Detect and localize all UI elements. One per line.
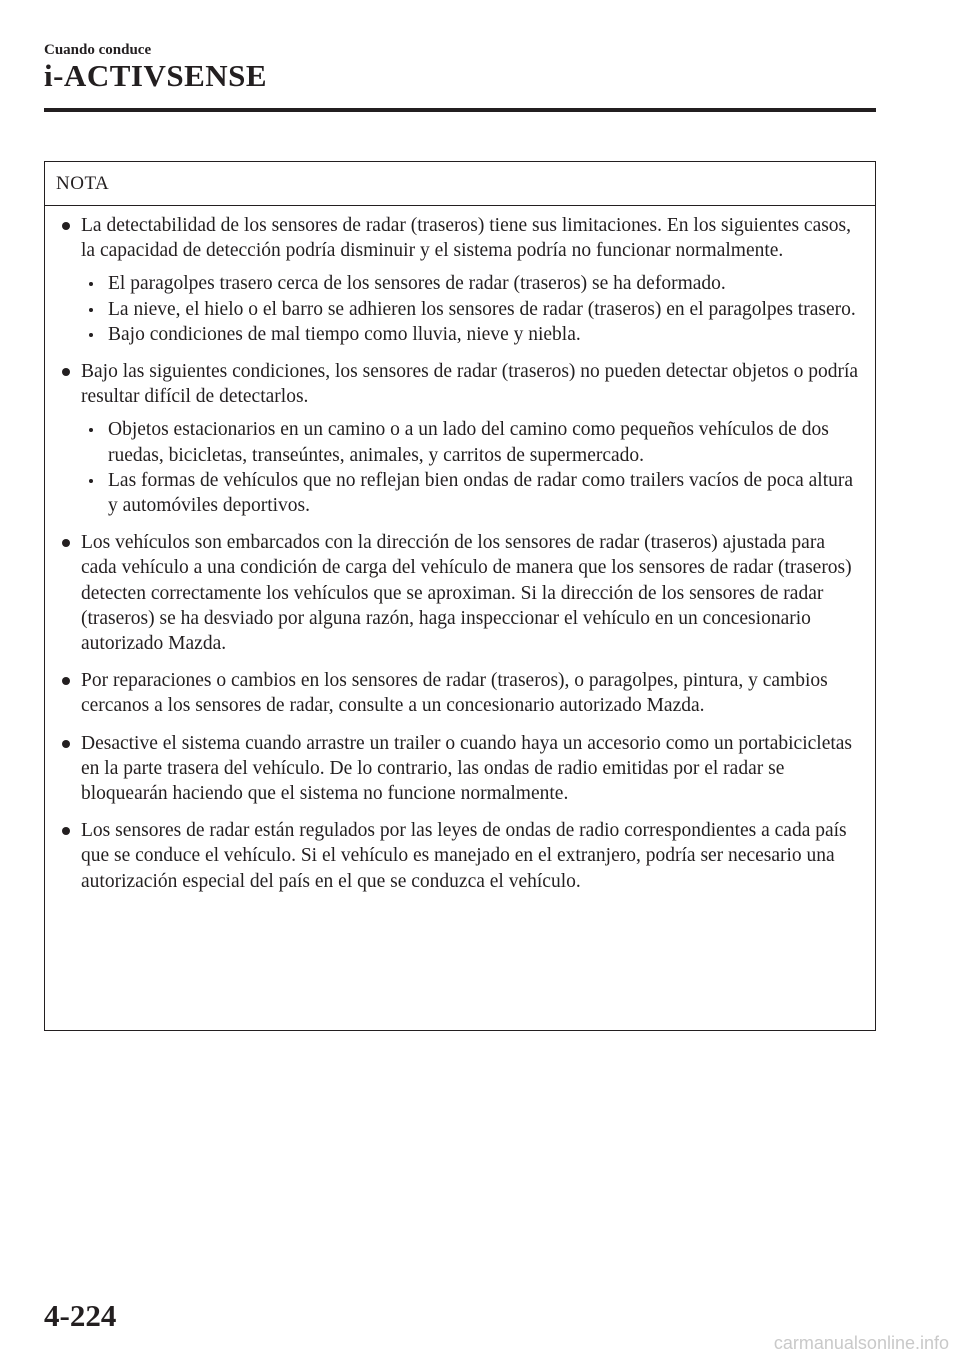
watermark: carmanualsonline.info [773,1333,949,1353]
sub-bullet-icon [89,428,93,432]
bullet-dot-icon [62,827,70,835]
note-bullet [56,731,861,807]
sub-item-text: La nieve, el hielo o el barro se adhieren los sensores de radar (traseros) en el paragolpes trasero. [108,298,856,320]
bullet-text: Los sensores de radar están regulados por las leyes de ondas de radio correspondientes a cada país que se conduce el vehículo. Si el vehículo es manejado en el extranjero, podría ser necesario una autorización especial del país en el que se conduzca el vehículo. [81,820,847,892]
sub-list-item [81,297,861,322]
sub-item-text: El paragolpes trasero cerca de los sensores de radar (traseros) se ha deformado. [108,273,726,295]
sub-list [81,417,861,518]
sub-item-text: Bajo condiciones de mal tiempo como lluvia, nieve y niebla. [108,323,581,345]
sub-list-item [81,322,861,347]
page-number: 4-224 [44,1298,117,1333]
sub-bullet-icon [89,333,93,337]
bullet-dot-icon [62,677,70,685]
sub-bullet-icon [89,282,93,286]
note-box [44,161,876,1031]
sub-list [81,271,861,347]
sub-bullet-icon [89,308,93,312]
section-label: Cuando conduce [44,42,152,58]
bullet-dot-icon [62,222,70,230]
bullet-text: La detectabilidad de los sensores de radar (traseros) tiene sus limitaciones. En los siguientes casos, la capacidad de detección podría disminuir y el sistema podría no funcionar normalmente. [81,215,852,262]
note-bullet [56,818,861,894]
sub-item-text: Objetos estacionarios en un camino o a un lado del camino como pequeños vehículos de dos ruedas, bicicletas, transeúntes, animales, y carritos de supermercado. [108,419,829,466]
sub-list-item [81,417,861,467]
bullet-dot-icon [62,539,70,547]
chapter-title: i-ACTIVSENSE [44,58,268,93]
bullet-dot-icon [62,368,70,376]
header-rule [44,108,876,112]
note-bullet [56,668,861,718]
note-bullet [56,530,861,656]
note-heading: NOTA [45,162,875,206]
note-bullet [56,359,861,518]
sub-list-item [81,271,861,296]
note-body [45,206,875,894]
bullet-text: Bajo las siguientes condiciones, los sensores de radar (traseros) no pueden detectar objetos o podría resultar difícil de detectarlos. [81,361,859,408]
bullet-text: Los vehículos son embarcados con la dirección de los sensores de radar (traseros) ajustada para cada vehículo a una condición de carga del vehículo de manera que los sensores de radar (traseros) detecten correctamente los vehículos que se aproximan. Si la dirección de los sensores de radar (traseros) se ha desviado por alguna razón, haga inspeccionar el vehículo en un concesionario autorizado Mazda. [81,532,852,655]
sub-item-text: Las formas de vehículos que no reflejan bien ondas de radar como trailers vacíos de poca altura y automóviles deportivos. [108,469,854,517]
bullet-text: Por reparaciones o cambios en los sensores de radar (traseros), o paragolpes, pintura, y cambios cercanos a los sensores de radar, consulte a un concesionario autorizado Mazda. [81,670,828,717]
bullet-dot-icon [62,740,70,748]
sub-bullet-icon [89,479,93,483]
bullet-text: Desactive el sistema cuando arrastre un trailer o cuando haya un accesorio como un portabicicletas en la parte trasera del vehículo. De lo contrario, las ondas de radio emitidas por el radar se bloquearán haciendo que el sistema no funcione normalmente. [81,732,853,805]
note-bullet [56,213,861,347]
sub-list-item [81,468,861,518]
